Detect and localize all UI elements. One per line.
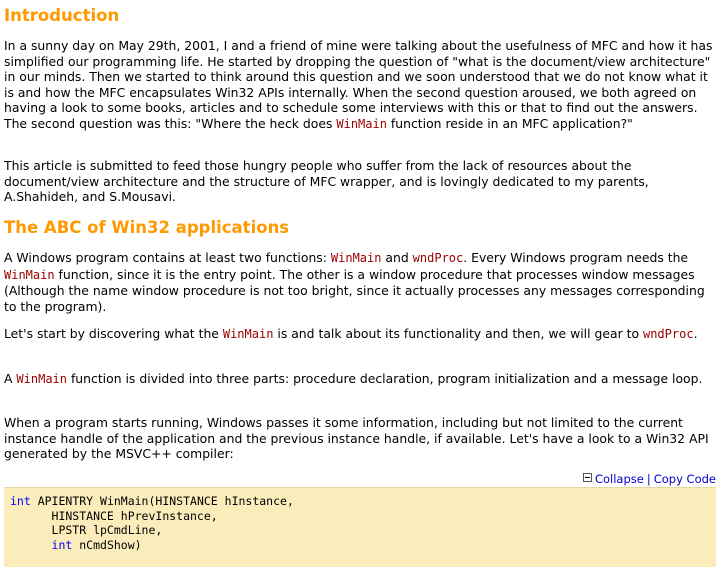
inline-code-winmain: WinMain bbox=[336, 116, 387, 131]
text: In a sunny day on May 29th, 2001, I and a friend of mine were talking about the usefulness of MFC and how it has simplified our programming life. He started by dropping the question of "what is the document/view architecture" in our minds. Then we started to think around this question and we soon understood that we do not know what it is and how the MFC encapsulates Win32 APIs internally. When the second question aroused, we both agreed on having a look to some books, articles and to schedule some interviews with this or that to find out the answers. The second question was this: "Where the heck does bbox=[4, 38, 713, 131]
text: A Windows program contains at least two functions: bbox=[4, 250, 331, 265]
paragraph-three-parts bbox=[4, 371, 702, 388]
heading-abc-win32: The ABC of Win32 applications bbox=[4, 218, 290, 237]
heading-introduction: Introduction bbox=[4, 6, 120, 25]
toolbar-separator: | bbox=[646, 472, 651, 486]
paragraph-two-functions bbox=[4, 250, 716, 314]
text: Let's start by discovering what the bbox=[4, 326, 223, 341]
code-indent bbox=[10, 538, 52, 552]
collapse-box-icon[interactable] bbox=[583, 473, 592, 482]
inline-code-winmain: WinMain bbox=[222, 327, 274, 341]
text: function reside in an MFC application?" bbox=[386, 115, 633, 131]
text: . Every Windows program needs the bbox=[463, 250, 689, 265]
code-line-2: HINSTANCE hPrevInstance, bbox=[10, 508, 218, 523]
inline-code-wndproc: wndProc bbox=[412, 251, 464, 265]
code-line-4: nCmdShow) bbox=[72, 537, 142, 552]
paragraph-intro-story bbox=[4, 38, 716, 132]
paragraph-dedication: This article is submitted to feed those hungry people who suffer from the lack of resources about the document/view architecture and the structure of MFC wrapper, and is lovingly dedicated to my parents, A.Shahideh, and S.Mousavi. bbox=[4, 158, 649, 204]
code-line-1: APIENTRY WinMain(HINSTANCE hInstance, bbox=[30, 494, 294, 508]
paragraph-program-start: When a program starts running, Windows passes it some information, including but not limited to the current instance handle of the application and the previous instance handle, if available. Let's have a look to a Win32 API generated by the MSVC++ compiler: bbox=[4, 415, 709, 461]
text: is and talk about its functionality and then, we will gear to bbox=[273, 326, 643, 341]
inline-code-winmain: WinMain bbox=[4, 267, 55, 282]
code-keyword: int bbox=[51, 537, 73, 552]
text: and bbox=[381, 250, 413, 265]
text: function, since it is the entry point. The other is a window procedure that processes window messages (Although the name window procedure is not too bright, since it actually processes any messages corresponding to the program). bbox=[4, 266, 705, 314]
code-block bbox=[4, 487, 716, 567]
collapse-link[interactable]: Collapse bbox=[594, 472, 644, 486]
paragraph-lets-start bbox=[4, 326, 698, 343]
inline-code-winmain: WinMain bbox=[16, 372, 67, 386]
inline-code-winmain: WinMain bbox=[330, 251, 382, 265]
text: A bbox=[4, 371, 17, 386]
text: function is divided into three parts: procedure declaration, program initialization and a message loop. bbox=[67, 371, 703, 386]
code-toolbar bbox=[583, 472, 716, 487]
copy-code-link[interactable]: Copy Code bbox=[653, 472, 716, 486]
inline-code-wndproc: wndProc bbox=[642, 327, 694, 341]
code-line-3: LPSTR lpCmdLine, bbox=[10, 523, 163, 537]
text: . bbox=[693, 326, 698, 341]
code-keyword: int bbox=[10, 494, 31, 508]
